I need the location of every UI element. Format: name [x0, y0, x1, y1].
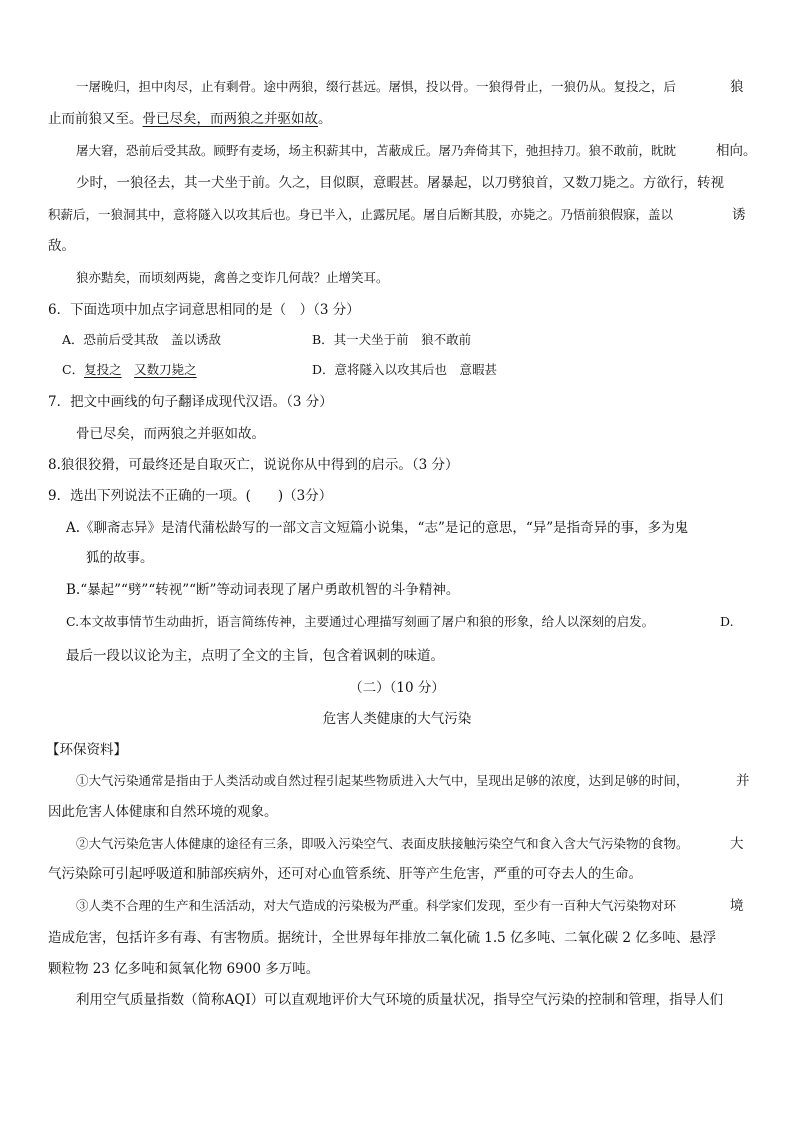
question-6-option-b: B．其一犬坐于前 狼不敢前 — [312, 332, 472, 347]
question-6-option-c — [62, 360, 197, 380]
passage-line-tail: 诱 — [732, 207, 746, 223]
passage-line: 一屠晚归，担中肉尽，止有剩骨。途中两狼，缀行甚远。屠惧，投以骨。一狼得骨止，一狼仍从。复投之，后 — [76, 79, 677, 94]
material-item-3-tail: 境 — [730, 898, 744, 914]
question-9-option-c: C.本文故事情节生动曲折，语言简练传神，主要通过心理描写刻画了屠户和狼的形象，给人以深刻的启发。 — [66, 614, 655, 629]
question-9-stem: 9．选出下列说法不正确的一项。( )（3分） — [48, 488, 333, 504]
material-label: 【环保资料】 — [46, 742, 127, 758]
material-item-1-tail: 并 — [736, 773, 750, 789]
material-item-2-cont: 气污染除可引起呼吸道和肺部疾病外，还可对心血管系统、肝等产生危害，严重的可夺去人的生命。 — [48, 866, 642, 882]
aqi-paragraph: 利用空气质量指数（简称AQI）可以直观地评价大气环境的质量状况，指导空气污染的控制和管理，指导人们 — [76, 992, 724, 1008]
passage-line: 敌。 — [48, 238, 75, 254]
passage-line: 积薪后，一狼洞其中，意将隧入以攻其后也。身已半入，止露尻尾。屠自后断其股，亦毙之。乃悟前狼假寐，盖以 — [48, 207, 674, 222]
material-item-1-cont: 因此危害人体健康和自然环境的观象。 — [48, 804, 278, 820]
question-9-option-d-label: D. — [720, 614, 734, 629]
option-label: C． — [62, 362, 85, 377]
passage-line: 狼亦黠矣，而顷刻两毙，禽兽之变诈几何哉？止增笑耳。 — [76, 270, 389, 285]
question-7-stem: 7．把文中画线的句子翻译成现代汉语。（3 分） — [48, 394, 333, 410]
question-9-option-a-cont: 狐的故事。 — [86, 550, 154, 566]
material-item-3-cont: 颗粒物 23 亿多吨和氮氧化物 6900 多万吨。 — [48, 961, 320, 977]
passage-line-tail: 狼 — [730, 79, 744, 95]
question-8-stem: 8.狼很狡猾，可最终还是自取灭亡，说说你从中得到的启示。（3 分） — [48, 457, 459, 473]
question-9-option-d: 最后一段以议论为主，点明了全文的主旨，包含着讽刺的味道。 — [66, 648, 444, 664]
question-6-option-d: D．意将隧入以攻其后也 意暇甚 — [312, 362, 498, 377]
material-item-3: ③人类不合理的生产和生活活动，对大气造成的污染极为严重。科学家们发现，至少有一百种大气污染物对环 — [76, 898, 677, 913]
question-6-option-a: A．恐前后受其敌 盖以诱敌 — [62, 332, 222, 347]
question-9-option-a: A.《聊斋志异》是清代蒲松龄写的一部文言文短篇小说集，“志”是记的意思，“异”是指奇异的事，多为鬼 — [66, 520, 689, 536]
question-7-sentence: 骨已尽矣，而两狼之并驱如故。 — [76, 426, 265, 442]
question-9-option-b: B.“暴起”“劈”“转视”“断”等动词表现了屠户勇敢机智的斗争精神。 — [66, 582, 460, 598]
section-heading: （二）（10 分） — [349, 680, 445, 696]
passage-line: 少时，一狼径去，其一犬坐于前。久之，目似瞑，意暇甚。屠暴起，以刀劈狼首，又数刀毙之。方欲行，转视 — [76, 175, 724, 191]
passage-line — [48, 109, 332, 129]
underlined-sentence: 骨已尽矣，而两狼之并驱如故 — [142, 111, 318, 127]
material-item-1: ①大气污染通常是指由于人类活动或自然过程引起某些物质进入大气中，呈现出足够的浓度，达到足够的时间， — [76, 773, 689, 788]
passage-line: 屠大窘，恐前后受其敌。顾野有麦场，场主积薪其中，苫蔽成丘。屠乃奔倚其下，弛担持刀。狼不敢前，眈眈 — [76, 143, 677, 158]
material-item-3-cont: 造成危害，包括许多有毒、有害物质。据统计，全世界每年排放二氧化硫 1.5 亿多吨、二氧化碳 2 亿多吨、悬浮 — [48, 930, 717, 946]
passage-line-tail: 相向。 — [716, 143, 757, 159]
article-title: 危害人类健康的大气污染 — [322, 711, 472, 727]
passage-text: 。 — [318, 111, 332, 127]
material-item-2: ②大气污染危害人体健康的途径有三条，即吸入污染空气、表面皮肤接触污染空气和食入含大气污染物的食物。 — [76, 836, 689, 851]
material-item-2-tail: 大 — [730, 836, 744, 852]
passage-text: 止而前狼又至。 — [48, 111, 143, 127]
dotted-word: 复投之 — [84, 362, 122, 377]
question-6-stem: 6．下面选项中加点字词意思相同的是（ ）（3 分） — [48, 302, 360, 318]
dotted-word: 又数刀毙之 — [134, 362, 197, 377]
